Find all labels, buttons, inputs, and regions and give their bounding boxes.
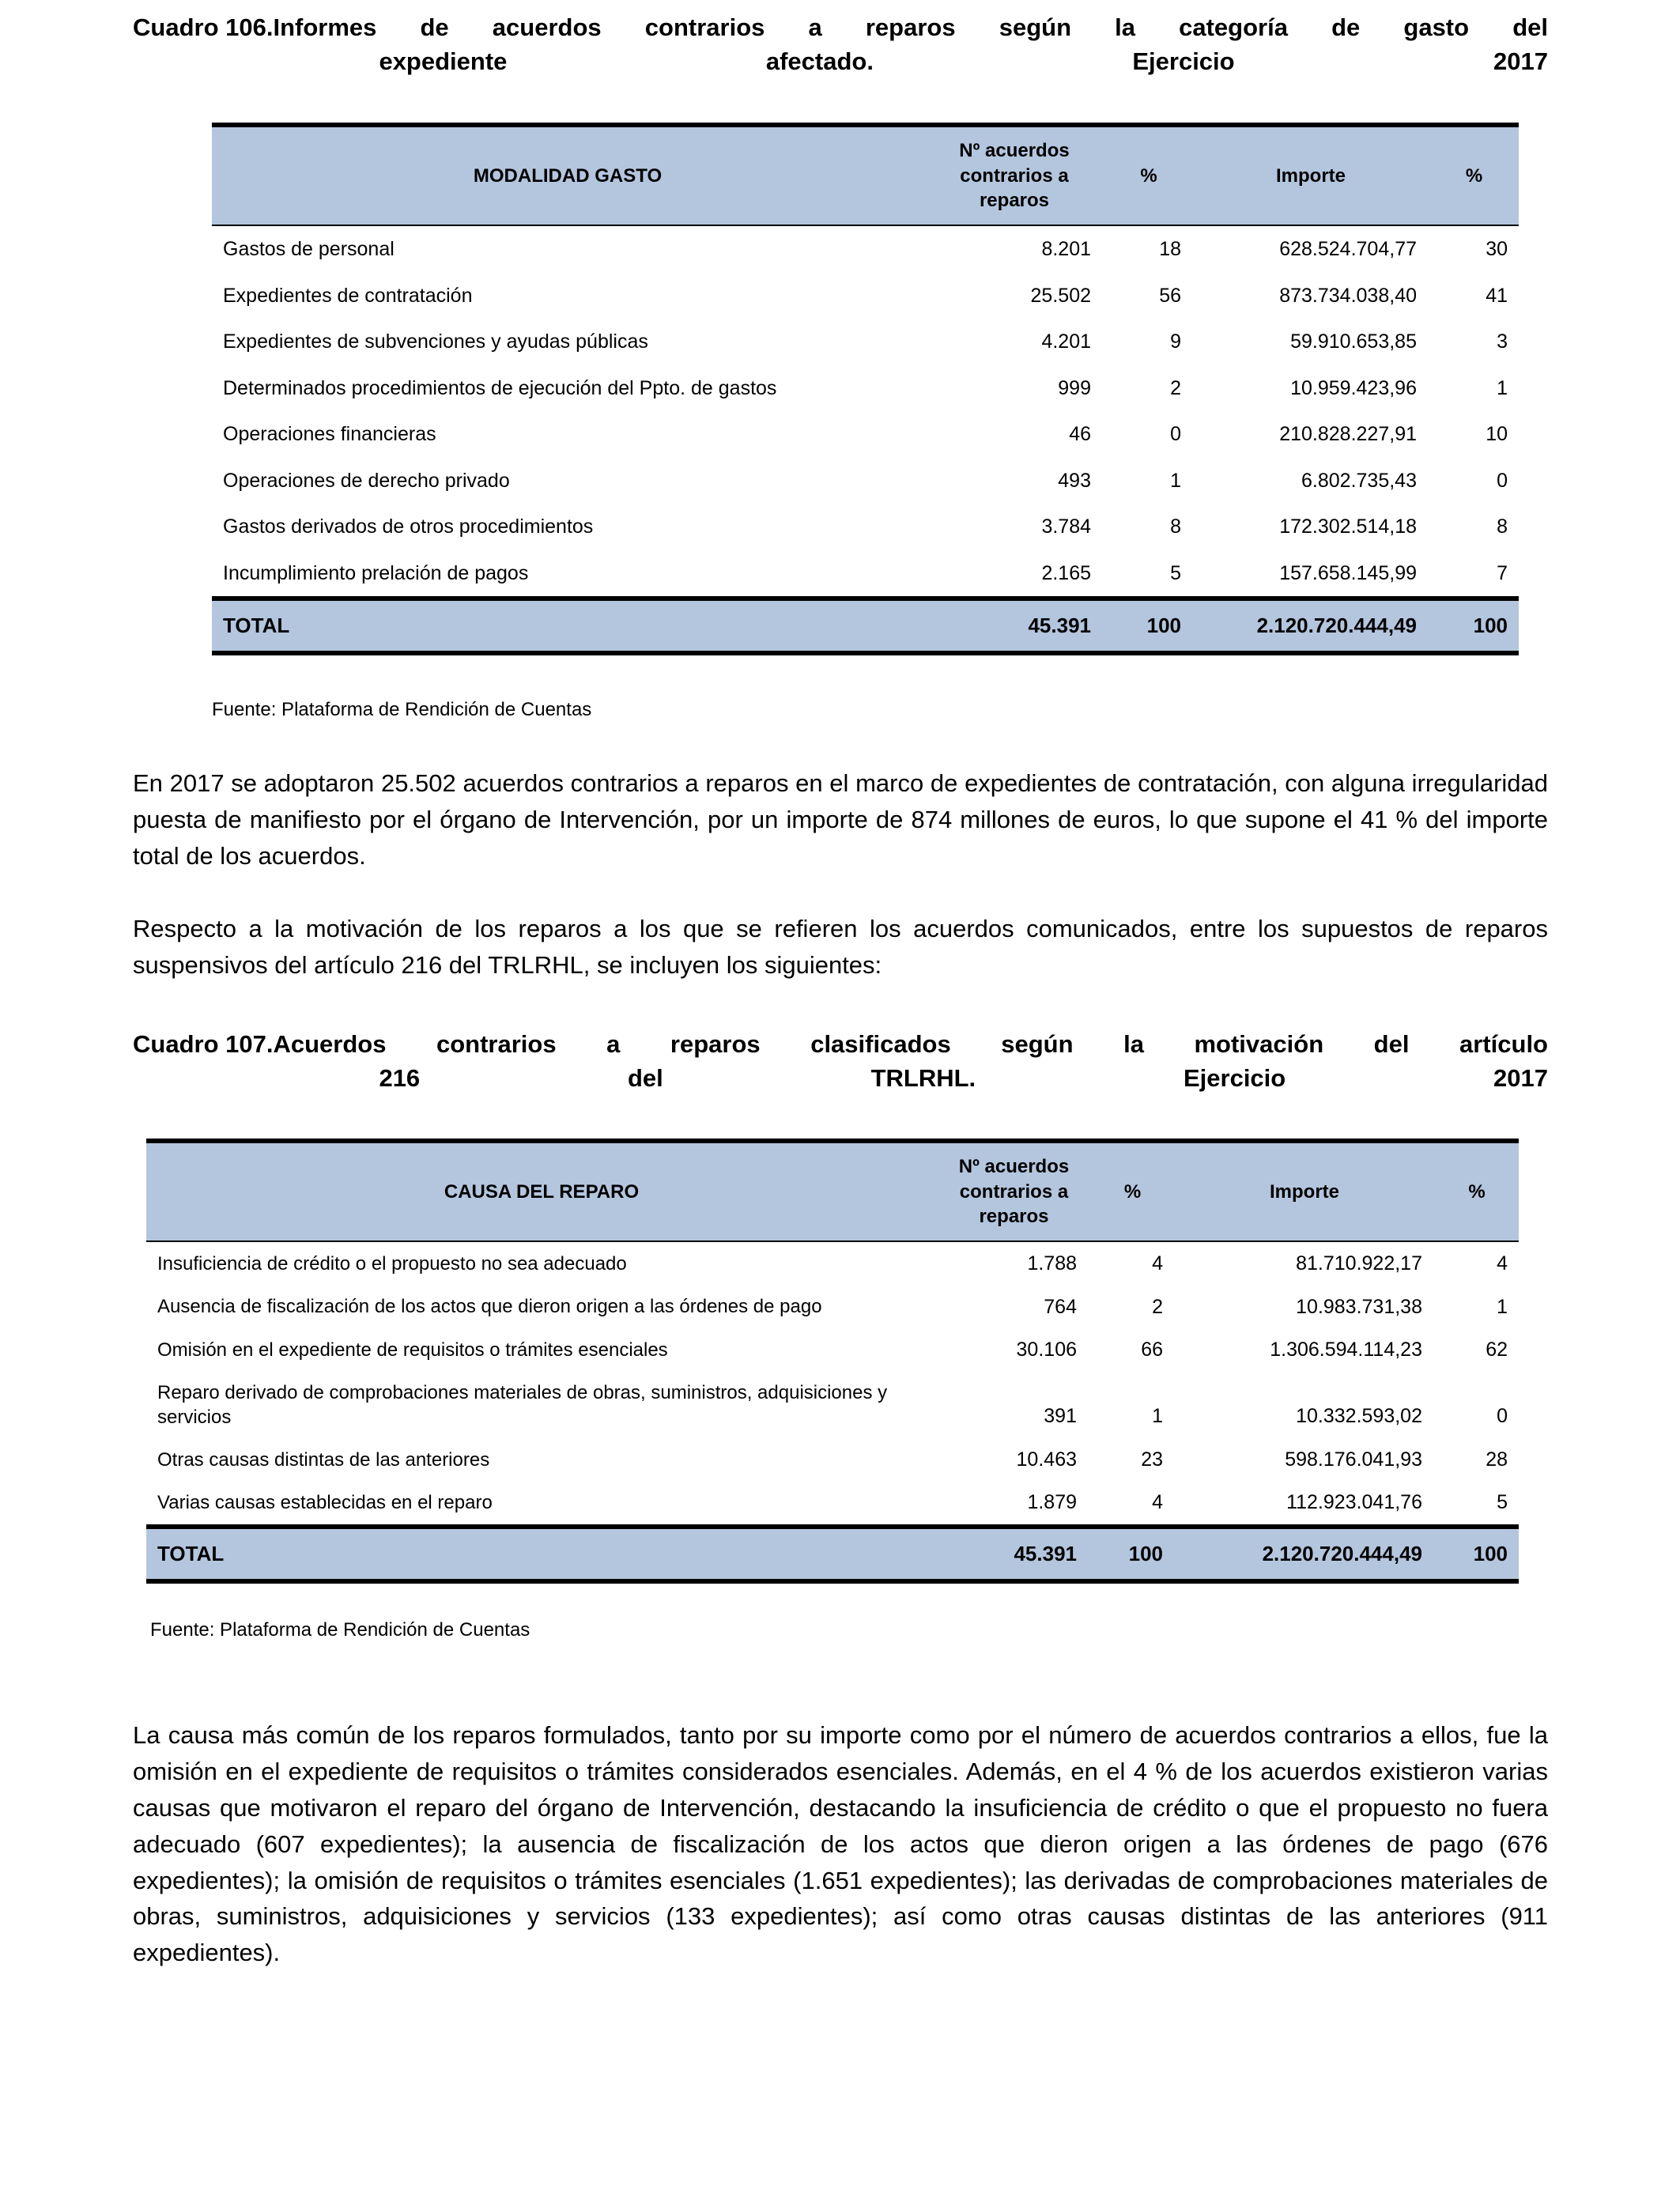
cell-num-acuerdos: 1.788 (1027, 1252, 1077, 1275)
table-106-header-num-acuerdos: Nº acuerdos contrarios a reparos (923, 125, 1105, 225)
table-row (212, 319, 1519, 365)
cell-total-label: TOTAL (146, 1527, 937, 1581)
table-row (212, 550, 1519, 599)
cell-pct2: 7 (1497, 561, 1508, 584)
table-row (212, 273, 1519, 319)
cell-pct2: 3 (1497, 330, 1508, 353)
table-row (146, 1328, 1519, 1372)
paragraph-3: La causa más común de los reparos formulados, tanto por su importe como por el número de acuerdos contrarios a ellos, fue la omisión en el expediente de requisitos o trámites considerados esenciales. Además, en el 4 % de los acuerdos existieron varias causas que motivaron el reparo del órgano de Intervención, destacando la insuficiencia de crédito o que el propuesto no fuera adecuado (607 expedientes); la ausencia de fiscalización de los actos que dieron origen a las órdenes de pago (676 expedientes); la omisión de requisitos o trámites esenciales (1.651 expedientes); las derivadas de comprobaciones materiales de obras, suministros, adquisiciones y servicios (133 expedientes); así como otras causas distintas de las anteriores (911 expedientes). (133, 1721, 1548, 1967)
table-106-header-row (212, 125, 1519, 225)
cell-pct: 4 (1152, 1252, 1163, 1275)
cell-importe: 81.710.922,17 (1296, 1252, 1422, 1275)
table-row (146, 1438, 1519, 1482)
cell-importe: 598.176.041,93 (1285, 1448, 1422, 1471)
cell-importe: 1.306.594.114,23 (1270, 1339, 1422, 1361)
cell-pct: 23 (1141, 1448, 1163, 1471)
cell-importe: 6.802.735,43 (1301, 469, 1417, 492)
table-row (146, 1241, 1519, 1286)
cell-total-num: 45.391 (923, 599, 1105, 653)
table-107-header-num-acuerdos: Nº acuerdos contrarios a reparos (937, 1141, 1091, 1241)
cell-num-acuerdos: 8.201 (1041, 238, 1091, 261)
paragraph-1: En 2017 se adoptaron 25.502 acuerdos contrarios a reparos en el marco de expedientes de contratación, con alguna irregularidad puesta de manifiesto por el órgano de Intervención, por un importe de 874 millones de euros, lo que supone el 41 % del importe total de los acuerdos. (133, 769, 1548, 870)
cell-label: Determinados procedimientos de ejecución del Ppto. de gastos (223, 376, 777, 399)
table-106-caption-line1: Informes de acuerdos contrarios a reparos según la categoría de gasto del (273, 13, 1548, 41)
cell-importe: 157.658.145,99 (1279, 561, 1417, 584)
table-107-caption-text (273, 1028, 1548, 1096)
table-106-caption-line2: expediente afectado. Ejercicio 2017 (379, 47, 1548, 75)
cell-total-pct: 100 (1105, 599, 1192, 653)
table-row (212, 365, 1519, 412)
cell-label: Varias causas establecidas en el reparo (157, 1492, 493, 1514)
cell-label: Otras causas distintas de las anteriores (157, 1448, 490, 1471)
table-107-caption-label: Cuadro 107. (133, 1030, 274, 1058)
table-106-header-pct2: % (1429, 125, 1519, 225)
cell-total-importe: 2.120.720.444,49 (1174, 1527, 1435, 1581)
cell-num-acuerdos: 3.784 (1041, 515, 1091, 538)
cell-label: Expedientes de subvenciones y ayudas públicas (223, 330, 648, 353)
cell-importe: 873.734.038,40 (1279, 284, 1417, 307)
table-106-caption-text (273, 11, 1548, 79)
table-107-header-row (146, 1141, 1519, 1241)
table-106-total-row (212, 599, 1519, 653)
table-row (146, 1372, 1519, 1438)
cell-num-acuerdos: 46 (1069, 423, 1091, 446)
table-107-header-importe: Importe (1174, 1141, 1435, 1241)
cell-label: Expedientes de contratación (223, 284, 473, 307)
cell-num-acuerdos: 25.502 (1030, 284, 1091, 307)
cell-pct2: 28 (1486, 1448, 1508, 1471)
cell-label: Gastos de personal (223, 238, 395, 261)
cell-pct: 2 (1152, 1295, 1163, 1318)
table-106-header-modalidad: MODALIDAD GASTO (212, 125, 923, 225)
cell-pct2: 0 (1497, 1405, 1508, 1428)
cell-total-label: TOTAL (212, 599, 923, 653)
cell-pct2: 62 (1486, 1339, 1508, 1361)
cell-num-acuerdos: 2.165 (1041, 561, 1091, 584)
cell-num-acuerdos: 30.106 (1016, 1339, 1077, 1361)
cell-pct: 8 (1170, 515, 1181, 538)
cell-label: Omisión en el expediente de requisitos o trámites esenciales (157, 1339, 668, 1361)
cell-label: Ausencia de fiscalización de los actos que dieron origen a las órdenes de pago (157, 1296, 822, 1318)
cell-num-acuerdos: 1.879 (1027, 1491, 1077, 1514)
table-106-source-note: Fuente: Plataforma de Rendición de Cuentas (212, 699, 592, 720)
cell-pct: 66 (1141, 1339, 1163, 1361)
table-row (212, 411, 1519, 458)
table-106-header-importe: Importe (1192, 125, 1429, 225)
cell-importe: 112.923.041,76 (1286, 1491, 1422, 1514)
table-106 (212, 123, 1519, 655)
cell-num-acuerdos: 764 (1044, 1295, 1077, 1318)
table-107-caption (133, 1028, 1548, 1096)
cell-importe: 10.332.593,02 (1296, 1405, 1422, 1428)
table-106-caption (133, 11, 1548, 79)
cell-num-acuerdos: 493 (1058, 469, 1091, 492)
cell-total-importe: 2.120.720.444,49 (1192, 599, 1429, 653)
table-row (146, 1286, 1519, 1329)
table-row (212, 504, 1519, 550)
cell-pct2: 10 (1486, 423, 1508, 446)
table-row (212, 458, 1519, 504)
table-107-header-pct1: % (1091, 1141, 1174, 1241)
cell-pct2: 5 (1497, 1491, 1508, 1514)
table-107-source-note: Fuente: Plataforma de Rendición de Cuentas (150, 1619, 530, 1641)
table-107-caption-line1: Acuerdos contrarios a reparos clasificados según la motivación del artículo (273, 1030, 1548, 1058)
table-107-header-pct2: % (1435, 1141, 1519, 1241)
cell-pct: 4 (1152, 1491, 1163, 1514)
cell-pct: 0 (1170, 423, 1181, 446)
cell-importe: 210.828.227,91 (1279, 423, 1417, 446)
cell-label: Operaciones de derecho privado (223, 469, 510, 492)
cell-pct: 18 (1159, 238, 1181, 261)
cell-pct: 9 (1170, 330, 1181, 353)
table-106-header-pct1: % (1105, 125, 1192, 225)
cell-importe: 10.959.423,96 (1290, 376, 1417, 399)
cell-pct: 1 (1170, 469, 1181, 492)
table-row (212, 225, 1519, 273)
cell-pct: 56 (1159, 284, 1181, 307)
cell-importe: 10.983.731,38 (1296, 1295, 1422, 1318)
cell-pct2: 41 (1486, 284, 1508, 307)
cell-pct: 2 (1170, 376, 1181, 399)
table-106-caption-label: Cuadro 106. (133, 13, 274, 41)
cell-num-acuerdos: 999 (1058, 376, 1091, 399)
cell-importe: 59.910.653,85 (1290, 330, 1417, 353)
cell-total-pct2: 100 (1429, 599, 1519, 653)
cell-pct2: 0 (1497, 469, 1508, 492)
cell-label: Insuficiencia de crédito o el propuesto no sea adecuado (157, 1252, 627, 1274)
cell-pct: 5 (1170, 561, 1181, 584)
cell-pct2: 1 (1497, 376, 1508, 399)
cell-total-pct2: 100 (1435, 1527, 1519, 1581)
cell-pct2: 4 (1497, 1252, 1508, 1275)
table-107-header-causa: CAUSA DEL REPARO (146, 1141, 937, 1241)
cell-num-acuerdos: 391 (1044, 1405, 1077, 1428)
cell-total-num: 45.391 (937, 1527, 1091, 1581)
cell-pct2: 1 (1497, 1295, 1508, 1318)
table-107-total-row (146, 1527, 1519, 1581)
cell-label: Reparo derivado de comprobaciones materiales de obras, suministros, adquisiciones y servicios (157, 1381, 888, 1428)
cell-label: Incumplimiento prelación de pagos (223, 561, 529, 584)
cell-total-pct: 100 (1091, 1527, 1174, 1581)
table-107-caption-line2: 216 del TRLRHL. Ejercicio 2017 (379, 1063, 1548, 1092)
table-107 (146, 1139, 1519, 1584)
cell-label: Gastos derivados de otros procedimientos (223, 515, 594, 538)
cell-importe: 628.524.704,77 (1279, 238, 1417, 261)
cell-pct: 1 (1152, 1405, 1163, 1428)
table-row (146, 1481, 1519, 1527)
cell-pct2: 30 (1486, 238, 1508, 261)
cell-importe: 172.302.514,18 (1279, 515, 1417, 538)
cell-num-acuerdos: 4.201 (1041, 330, 1091, 353)
cell-num-acuerdos: 10.463 (1016, 1448, 1077, 1471)
paragraph-2: Respecto a la motivación de los reparos a los que se refieren los acuerdos comunicados, entre los supuestos de reparos suspensivos del artículo 216 del TRLRHL, se incluyen los siguientes: (133, 915, 1548, 979)
cell-pct2: 8 (1497, 515, 1508, 538)
cell-label: Operaciones financieras (223, 423, 436, 446)
